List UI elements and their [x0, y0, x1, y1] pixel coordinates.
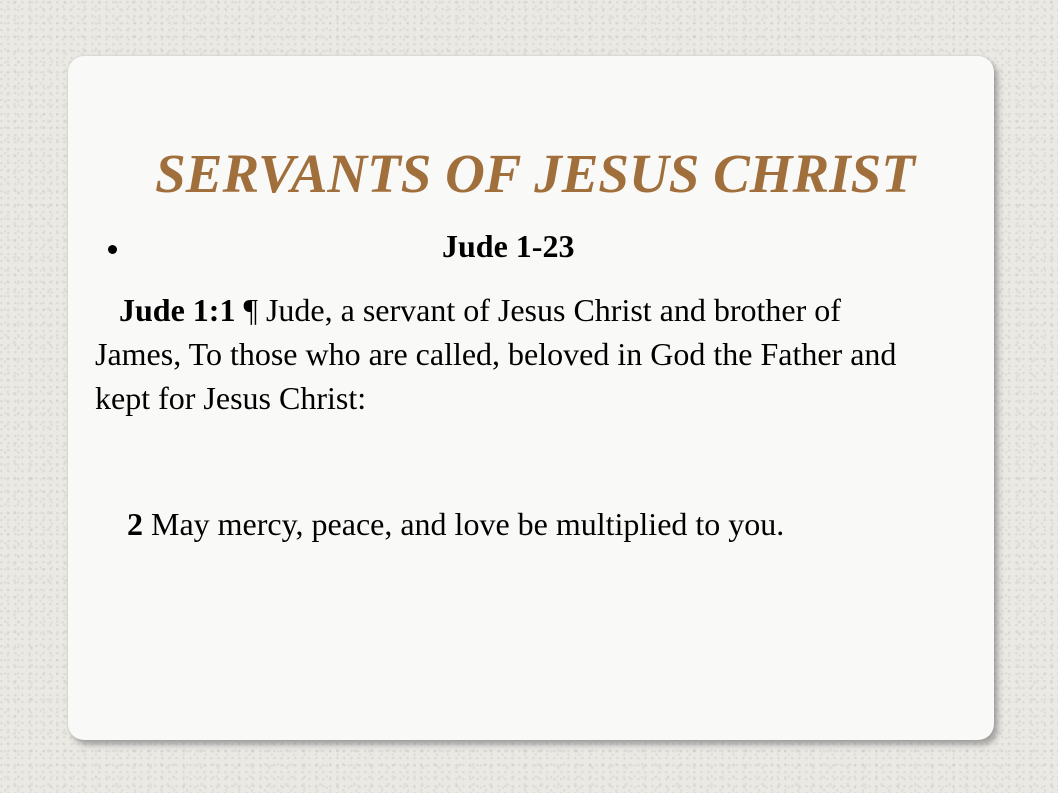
- verse-text: ¶ Jude, a servant of Jesus Christ and brother of James, To those who are called, beloved in God the Father and kept for Jesus Christ:: [95, 292, 897, 416]
- verse-paragraph: [95, 502, 935, 546]
- bullet-dot-icon: [108, 245, 117, 254]
- bullet-item: [108, 224, 948, 270]
- verse-reference: Jude 1:1: [119, 292, 236, 328]
- slide-title: SERVANTS OF JESUS CHRIST: [155, 143, 915, 204]
- verse-reference: 2: [127, 506, 143, 542]
- slide-subtitle: Jude 1-23: [442, 228, 575, 264]
- verse-paragraph: [95, 288, 935, 420]
- verse-text: May mercy, peace, and love be multiplied to you.: [143, 506, 785, 542]
